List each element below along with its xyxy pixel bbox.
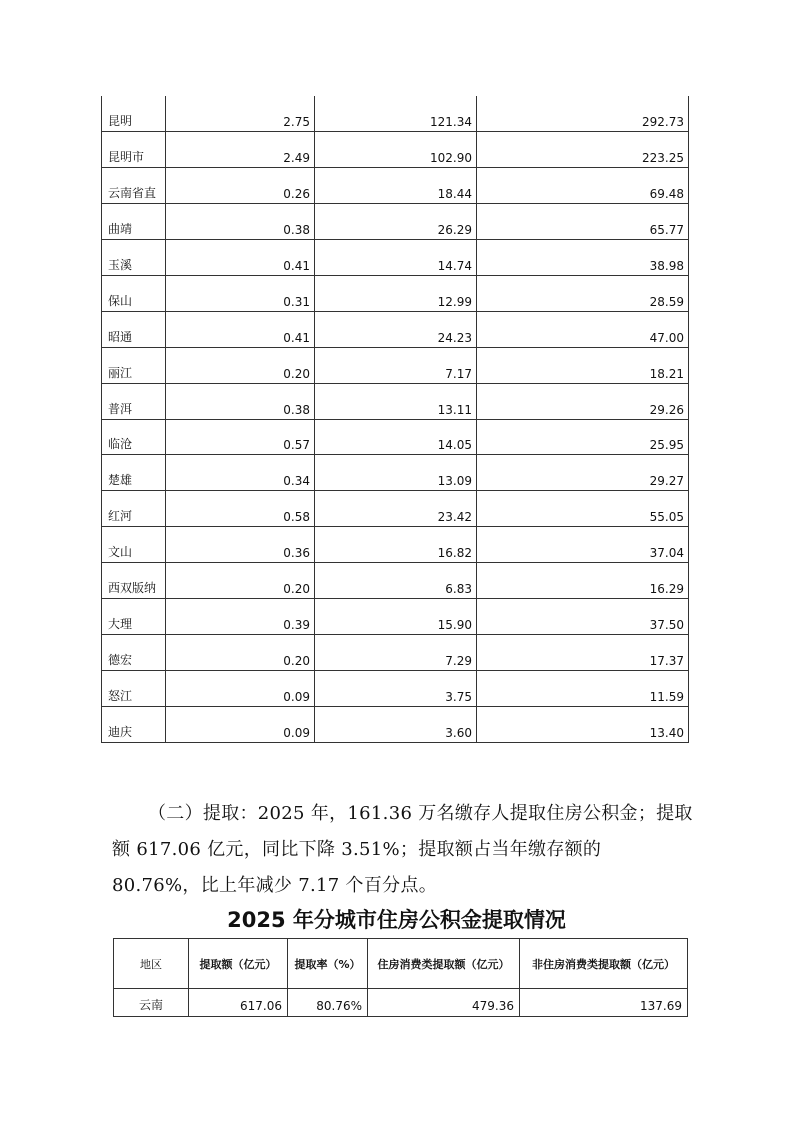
column-header: 提取额（亿元） — [189, 939, 288, 989]
table-row — [102, 419, 689, 455]
city-name: 文山 — [102, 527, 166, 563]
cell-value: 80.76% — [288, 989, 368, 1017]
table-row — [102, 563, 689, 599]
city-name: 大理 — [102, 598, 166, 634]
cell-value: 0.36 — [166, 527, 315, 563]
city-name: 昭通 — [102, 311, 166, 347]
cell-value: 3.75 — [315, 670, 477, 706]
cell-value: 24.23 — [315, 311, 477, 347]
deposit-table-body — [102, 96, 689, 742]
cell-value: 69.48 — [477, 168, 689, 204]
column-header: 住房消费类提取额（亿元） — [368, 939, 520, 989]
table-row — [102, 240, 689, 276]
city-name: 玉溪 — [102, 240, 166, 276]
cell-value: 479.36 — [368, 989, 520, 1017]
cell-value: 13.11 — [315, 383, 477, 419]
city-name: 临沧 — [102, 419, 166, 455]
cell-value: 17.37 — [477, 634, 689, 670]
table-row — [102, 311, 689, 347]
cell-value: 617.06 — [189, 989, 288, 1017]
table-row — [114, 989, 688, 1017]
cell-value: 13.40 — [477, 706, 689, 742]
cell-value: 28.59 — [477, 275, 689, 311]
deposit-table — [101, 96, 689, 743]
city-name: 保山 — [102, 275, 166, 311]
cell-value: 18.44 — [315, 168, 477, 204]
column-header: 地区 — [114, 939, 189, 989]
cell-value: 26.29 — [315, 204, 477, 240]
cell-value: 29.27 — [477, 455, 689, 491]
cell-value: 16.82 — [315, 527, 477, 563]
cell-value: 0.57 — [166, 419, 315, 455]
cell-value: 29.26 — [477, 383, 689, 419]
column-header: 非住房消费类提取额（亿元） — [520, 939, 688, 989]
cell-value: 2.49 — [166, 132, 315, 168]
cell-value: 37.04 — [477, 527, 689, 563]
table-row — [102, 96, 689, 132]
cell-value: 13.09 — [315, 455, 477, 491]
table-header-row — [114, 939, 688, 989]
city-name: 楚雄 — [102, 455, 166, 491]
city-name: 西双版纳 — [102, 563, 166, 599]
cell-value: 0.09 — [166, 706, 315, 742]
cell-value: 23.42 — [315, 491, 477, 527]
cell-value: 0.58 — [166, 491, 315, 527]
city-name: 普洱 — [102, 383, 166, 419]
cell-value: 37.50 — [477, 598, 689, 634]
cell-value: 14.05 — [315, 419, 477, 455]
cell-value: 0.20 — [166, 563, 315, 599]
city-name: 曲靖 — [102, 204, 166, 240]
city-name: 昆明 — [102, 96, 166, 132]
cell-value: 0.26 — [166, 168, 315, 204]
cell-value: 65.77 — [477, 204, 689, 240]
cell-value: 0.41 — [166, 240, 315, 276]
cell-value: 14.74 — [315, 240, 477, 276]
table-row — [102, 706, 689, 742]
cell-value: 292.73 — [477, 96, 689, 132]
cell-value: 0.09 — [166, 670, 315, 706]
cell-value: 0.20 — [166, 347, 315, 383]
table-row — [102, 634, 689, 670]
table-row — [102, 491, 689, 527]
table-row — [102, 168, 689, 204]
city-name: 德宏 — [102, 634, 166, 670]
cell-value: 0.39 — [166, 598, 315, 634]
city-name: 丽江 — [102, 347, 166, 383]
cell-value: 0.20 — [166, 634, 315, 670]
table-row — [102, 670, 689, 706]
table-row — [102, 347, 689, 383]
withdrawal-paragraph: （二）提取：2025 年，161.36 万名缴存人提取住房公积金；提取额 617.06 亿元，同比下降 3.51%；提取额占当年缴存额的 80.76%，比上年减少 7.17 个百分点。 — [112, 803, 693, 896]
cell-value: 16.29 — [477, 563, 689, 599]
withdrawal-table-title: 2025 年分城市住房公积金提取情况 — [227, 908, 566, 932]
cell-value: 102.90 — [315, 132, 477, 168]
table-row — [102, 204, 689, 240]
city-name: 昆明市 — [102, 132, 166, 168]
cell-value: 121.34 — [315, 96, 477, 132]
city-name: 迪庆 — [102, 706, 166, 742]
cell-value: 2.75 — [166, 96, 315, 132]
cell-value: 55.05 — [477, 491, 689, 527]
cell-value: 38.98 — [477, 240, 689, 276]
cell-value: 47.00 — [477, 311, 689, 347]
cell-value: 7.17 — [315, 347, 477, 383]
city-name: 红河 — [102, 491, 166, 527]
cell-value: 12.99 — [315, 275, 477, 311]
cell-value: 7.29 — [315, 634, 477, 670]
city-name: 怒江 — [102, 670, 166, 706]
cell-value: 0.34 — [166, 455, 315, 491]
cell-value: 223.25 — [477, 132, 689, 168]
cell-value: 0.31 — [166, 275, 315, 311]
cell-value: 15.90 — [315, 598, 477, 634]
cell-value: 3.60 — [315, 706, 477, 742]
cell-value: 18.21 — [477, 347, 689, 383]
cell-value: 0.38 — [166, 383, 315, 419]
table-row — [102, 598, 689, 634]
cell-value: 0.38 — [166, 204, 315, 240]
table-row — [102, 132, 689, 168]
city-name: 云南省直 — [102, 168, 166, 204]
table-row — [102, 455, 689, 491]
cell-value: 11.59 — [477, 670, 689, 706]
cell-value: 6.83 — [315, 563, 477, 599]
table-row — [102, 383, 689, 419]
table-row — [102, 275, 689, 311]
withdrawal-table — [113, 938, 688, 1017]
table-row — [102, 527, 689, 563]
column-header: 提取率（%） — [288, 939, 368, 989]
cell-value: 25.95 — [477, 419, 689, 455]
region-name: 云南 — [114, 989, 189, 1017]
cell-value: 137.69 — [520, 989, 688, 1017]
cell-value: 0.41 — [166, 311, 315, 347]
